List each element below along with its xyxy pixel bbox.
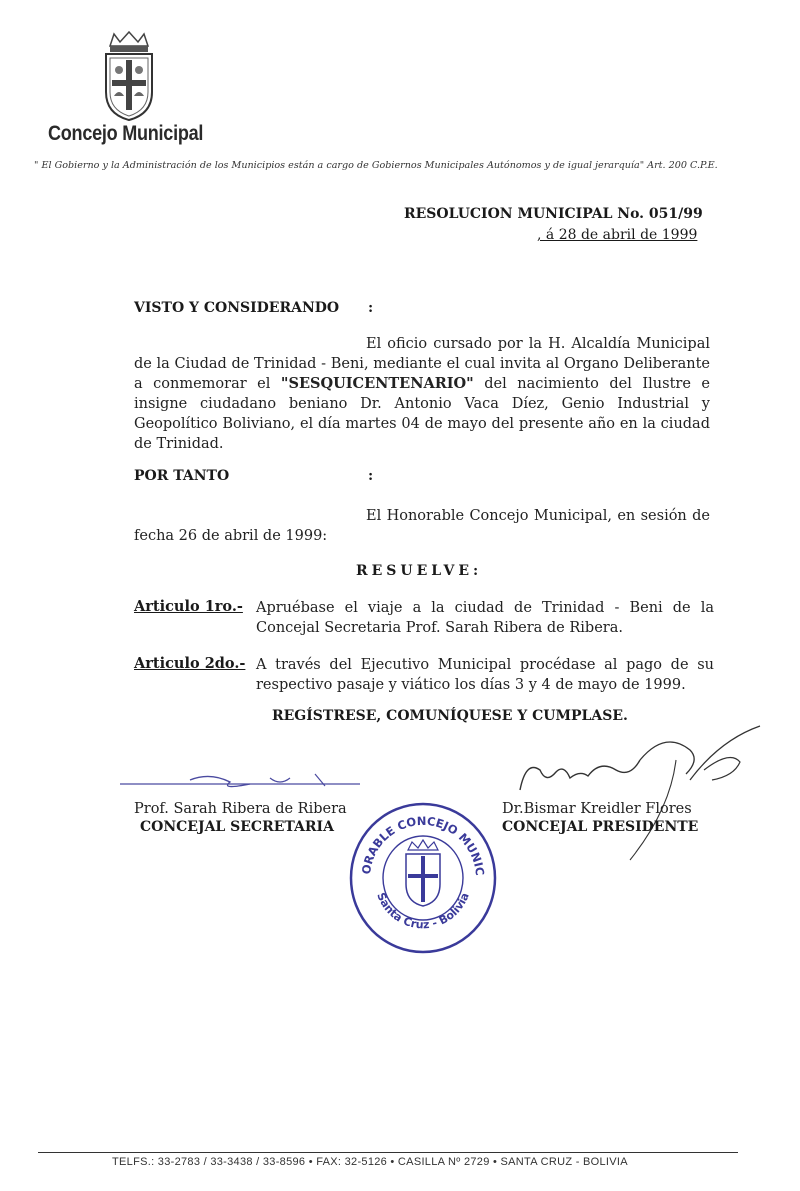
presidente-name: Dr.Bismar Kreidler Flores [502, 801, 692, 817]
resolution-title: RESOLUCION MUNICIPAL No. 051/99 [404, 206, 703, 222]
resolution-date: , á 28 de abril de 1999 [537, 227, 698, 243]
closing-statement: REGÍSTRESE, COMUNÍQUESE Y CUMPLASE. [272, 708, 628, 724]
article-2-text: A través del Ejecutivo Municipal procédase al pago de su respectivo pasaje y viático los días 3 y 4 de mayo de 1999. [256, 657, 714, 693]
presidente-title: CONCEJAL PRESIDENTE [502, 819, 699, 835]
coat-of-arms-logo [100, 30, 158, 122]
letterhead-motto: " El Gobierno y la Administración de los Municipios están a cargo de Gobiernos Municipales Autónomos y de igual jerarquía" Art. 200 C.P.E. [34, 160, 718, 171]
visto-colon: : [368, 300, 374, 316]
visto-text-tail: del nacimiento del Ilustre e insigne ciudadano beniano Dr. Antonio Vaca Díez, Genio Industrial y Geopolítico Boliviano, el día martes 04 de mayo del presente año en la ciudad de Trinidad. [134, 376, 710, 452]
svg-text:HONORABLE CONCEJO MUNICIPAL [348, 798, 487, 876]
official-seal-stamp [348, 798, 498, 958]
por-tanto-heading: POR TANTO [134, 468, 230, 484]
secretaria-name: Prof. Sarah Ribera de Ribera [134, 801, 347, 817]
resuelve-heading: RESUELVE: [356, 563, 483, 579]
secretaria-title: CONCEJAL SECRETARIA [140, 819, 334, 835]
signature-presidente-drawing [490, 720, 780, 874]
por-tanto-text: El Honorable Concejo Municipal, en sesión de fecha 26 de abril de 1999: [134, 508, 710, 544]
por-tanto-colon: : [368, 468, 374, 484]
seal-bottom-text: Santa Cruz - Bolivia [374, 890, 472, 932]
signature-block-secretaria [134, 801, 347, 835]
footer-divider [38, 1152, 738, 1153]
organization-name: Concejo Municipal [48, 122, 204, 145]
article-2 [134, 655, 714, 695]
visto-text-lead: El oficio cursado por la H. Alcaldía Municipal de la Ciudad de Trinidad - Beni, mediante el cual invita al Organo Deliberante a conmemorar el [134, 336, 710, 392]
seal-top-text: ORABLE CONCEJO MUNIC [359, 813, 488, 877]
signature-block-presidente [502, 801, 698, 835]
article-1-label: Articulo 1ro.- [134, 598, 243, 615]
article-1 [134, 598, 714, 638]
visto-paragraph [134, 334, 710, 454]
visto-heading: VISTO Y CONSIDERANDO [134, 300, 340, 316]
article-1-text: Apruébase el viaje a la ciudad de Trinidad - Beni de la Concejal Secretaria Prof. Sarah Ribera de Ribera. [256, 600, 714, 636]
visto-text-bold: "SESQUICENTENARIO" [280, 375, 474, 392]
article-2-label: Articulo 2do.- [134, 655, 246, 672]
footer-contact: TELFS.: 33-2783 / 33-3438 / 33-8596 • FAX: 32-5126 • CASILLA Nº 2729 • SANTA CRUZ - BOLIVIA [112, 1156, 628, 1168]
por-tanto-paragraph [134, 506, 710, 546]
